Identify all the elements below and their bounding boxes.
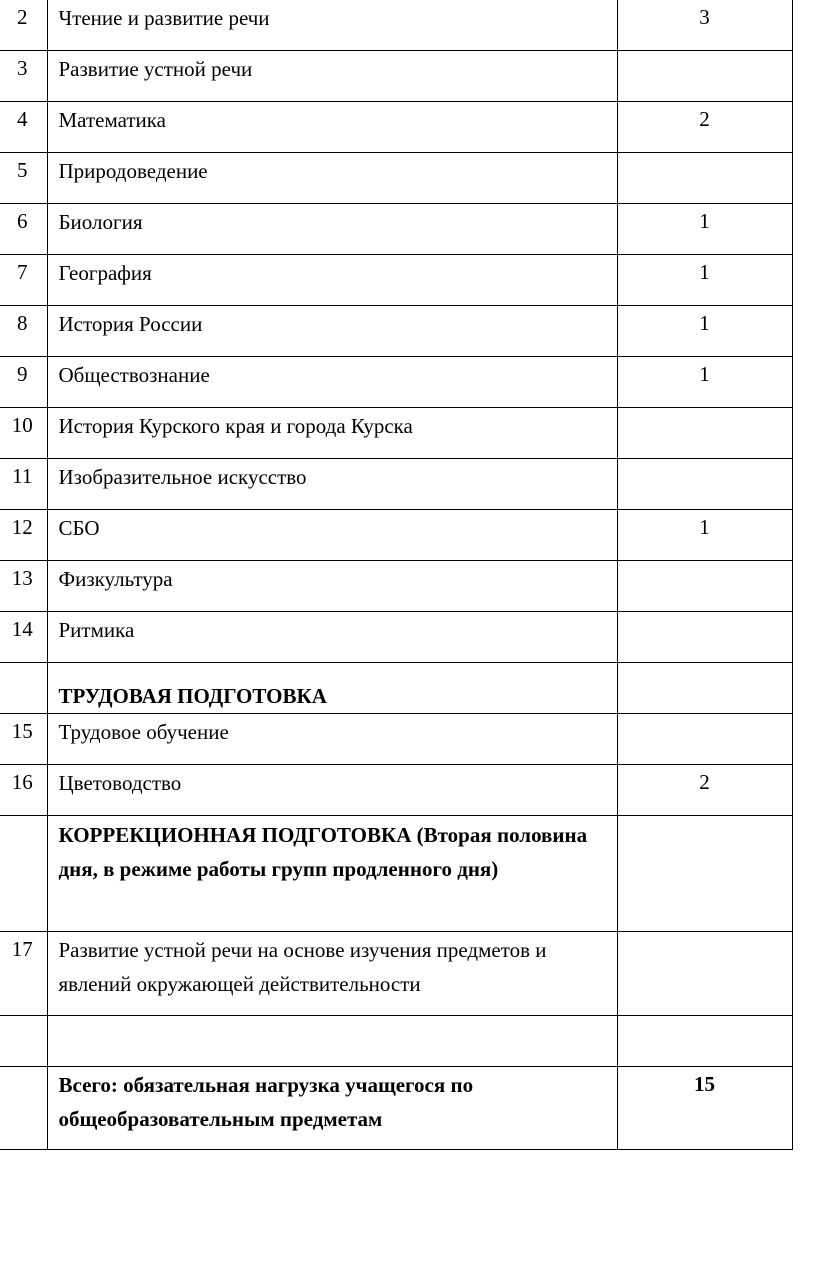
row-number-empty [0,815,47,931]
hours-value [617,50,792,101]
hours-value-empty [617,1015,792,1066]
row-number: 16 [0,764,47,815]
row-number: 8 [0,305,47,356]
table-row [0,305,792,356]
hours-value [617,407,792,458]
subject-name: География [47,254,617,305]
row-number-empty [0,1015,47,1066]
total-label: Всего: обязательная нагрузка учащегося по общеобразовательным предметам [47,1066,617,1149]
hours-value: 1 [617,509,792,560]
subject-name: История Курского края и города Курска [47,407,617,458]
table-row [0,611,792,662]
row-number: 5 [0,152,47,203]
subject-name: Развитие устной речи [47,50,617,101]
empty-row [0,1015,792,1066]
subject-empty [47,1015,617,1066]
section-header-row [0,662,792,713]
hours-value-empty [617,815,792,931]
table-row [0,152,792,203]
row-number-empty [0,1066,47,1149]
section-title-labor: ТРУДОВАЯ ПОДГОТОВКА [47,662,617,713]
table-row [0,713,792,764]
subject-name: Цветоводство [47,764,617,815]
row-number: 10 [0,407,47,458]
subject-name: Обществознание [47,356,617,407]
hours-value [617,152,792,203]
table-row [0,254,792,305]
row-number: 12 [0,509,47,560]
table-row [0,458,792,509]
table-row [0,203,792,254]
row-number: 14 [0,611,47,662]
hours-value: 2 [617,764,792,815]
hours-value [617,458,792,509]
table-row [0,356,792,407]
row-number: 15 [0,713,47,764]
subject-name: Изобразительное искусство [47,458,617,509]
hours-value [617,713,792,764]
subject-name: Физкультура [47,560,617,611]
row-number: 9 [0,356,47,407]
row-number: 3 [0,50,47,101]
hours-value-empty [617,662,792,713]
row-number: 13 [0,560,47,611]
hours-value: 3 [617,0,792,50]
table-row [0,509,792,560]
subject-name: Математика [47,101,617,152]
row-number: 6 [0,203,47,254]
row-number: 7 [0,254,47,305]
hours-value: 2 [617,101,792,152]
hours-value [617,931,792,1015]
hours-value: 1 [617,254,792,305]
subject-name: СБО [47,509,617,560]
subject-name: Природоведение [47,152,617,203]
table-row [0,0,792,50]
hours-value: 1 [617,203,792,254]
row-number-empty [0,662,47,713]
subject-name: История России [47,305,617,356]
table-row [0,50,792,101]
subject-name: Трудовое обучение [47,713,617,764]
table-row [0,931,792,1015]
table-row [0,764,792,815]
row-number: 4 [0,101,47,152]
hours-value [617,560,792,611]
row-number: 11 [0,458,47,509]
row-number: 2 [0,0,47,50]
section-title-correction: КОРРЕКЦИОННАЯ ПОДГОТОВКА (Вторая половина дня, в режиме работы групп продленного дня) [47,815,617,931]
hours-value: 1 [617,356,792,407]
row-number: 17 [0,931,47,1015]
section-header-row [0,815,792,931]
subject-name: Ритмика [47,611,617,662]
subject-name: Развитие устной речи на основе изучения предметов и явлений окружающей действительности [47,931,617,1015]
subject-name: Чтение и развитие речи [47,0,617,50]
total-row [0,1066,792,1149]
table-row [0,407,792,458]
table-row [0,101,792,152]
total-hours: 15 [617,1066,792,1149]
hours-value: 1 [617,305,792,356]
hours-value [617,611,792,662]
table-row [0,560,792,611]
subject-name: Биология [47,203,617,254]
